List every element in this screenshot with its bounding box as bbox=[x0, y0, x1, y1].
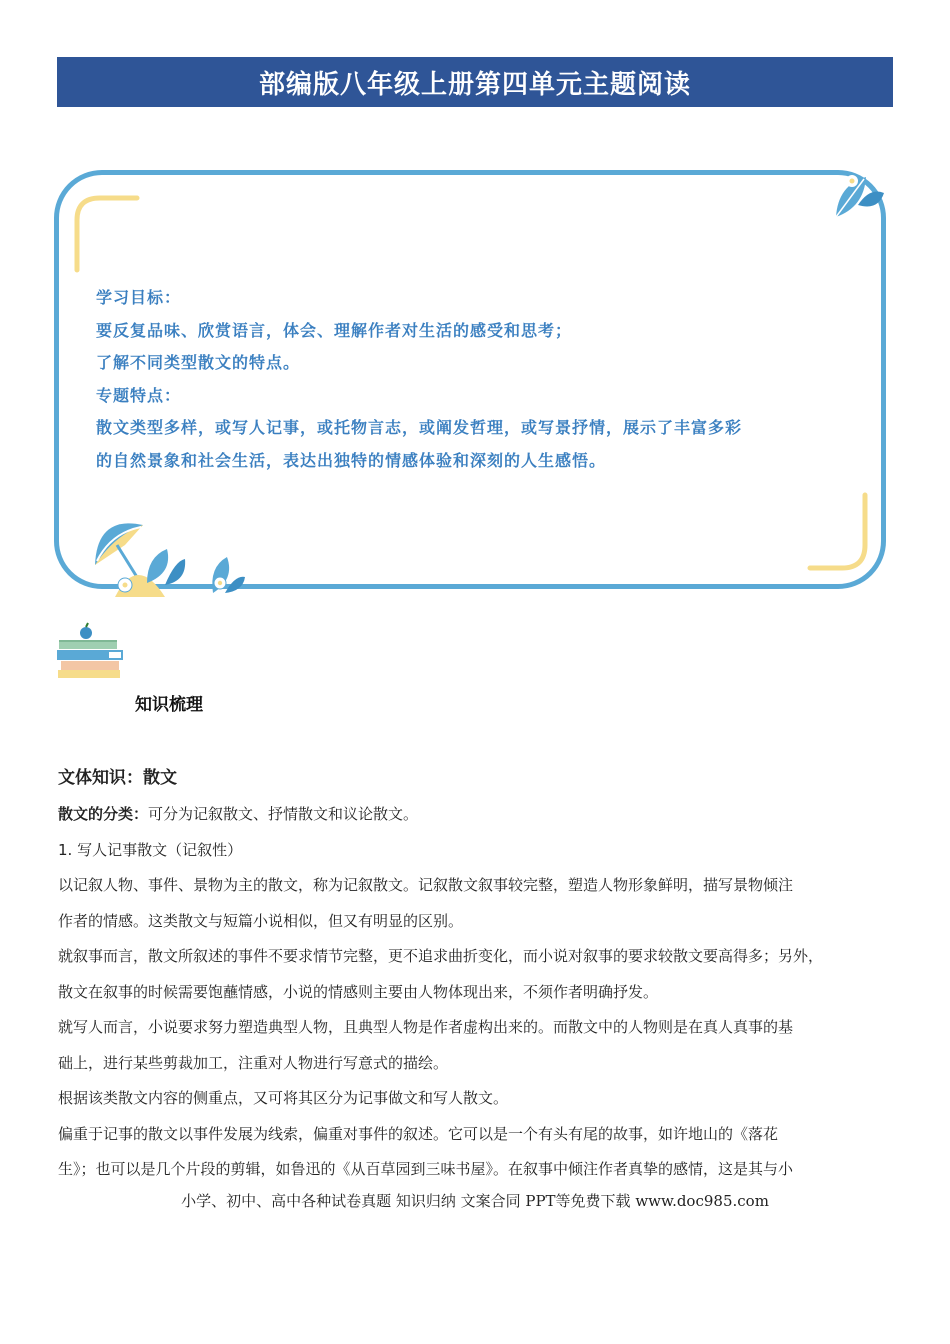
books-apple-icon bbox=[55, 622, 127, 680]
goal-line: 要反复品味、欣赏语言，体会、理解作者对生活的感受和思考； bbox=[96, 320, 573, 340]
objectives-text bbox=[96, 282, 856, 477]
paragraph-line: 础上，进行某些剪裁加工，注重对人物进行写意式的描绘。 bbox=[58, 1053, 449, 1072]
section-heading: 知识梳理 bbox=[135, 695, 203, 715]
paragraph-line: 就写人而言，小说要求努力塑造典型人物，且典型人物是作者虚构出来的。而散文中的人物则是在真人真事的基 bbox=[58, 1018, 794, 1036]
content-body bbox=[58, 765, 903, 1188]
corner-bracket-icon bbox=[805, 490, 875, 575]
page-title: 部编版八年级上册第四单元主题阅读 bbox=[57, 57, 893, 107]
paragraph-line: 偏重于记事的散文以事件发展为线索，偏重对事件的叙述。它可以是一个有头有尾的故事，如许地山的《落花 bbox=[58, 1124, 779, 1143]
feature-line: 的自然景象和社会生活，表达出独特的情感体验和深刻的人生感悟。 bbox=[96, 450, 607, 470]
feature-label: 专题特点： bbox=[96, 385, 182, 405]
leaf-icon bbox=[828, 165, 888, 225]
content-heading: 文体知识：散文 bbox=[58, 768, 177, 788]
paragraph-line: 作者的情感。这类散文与短篇小说相似，但又有明显的区别。 bbox=[58, 911, 464, 930]
umbrella-icon bbox=[85, 505, 250, 600]
classification-label: 散文的分类： bbox=[58, 805, 149, 823]
paragraph-line: 根据该类散文内容的侧重点，又可将其区分为记事做文和写人散文。 bbox=[58, 1089, 509, 1107]
goal-line: 了解不同类型散文的特点。 bbox=[96, 353, 301, 372]
goal-label: 学习目标： bbox=[96, 288, 182, 307]
paragraph-line: 生》；也可以是几个片段的剪辑，如鲁迅的《从百草园到三味书屋》。在叙事中倾注作者真挚的感情，这是其与小 bbox=[58, 1160, 794, 1178]
paragraph-line: 就叙事而言，散文所叙述的事件不要求情节完整，更不追求曲折变化，而小说对叙事的要求较散文要高得多；另外， bbox=[58, 947, 824, 965]
feature-line: 散文类型多样，或写人记事，或托物言志，或阐发哲理，或写景抒情，展示了丰富多彩 bbox=[96, 418, 743, 437]
classification-text: 可分为记叙散文、抒情散文和议论散文。 bbox=[148, 805, 419, 823]
corner-bracket-icon bbox=[72, 190, 142, 275]
footer-note: 小学、初中、高中各种试卷真题 知识归纳 文案合同 PPT等免费下载 www.doc985.com bbox=[181, 1192, 769, 1210]
subheading: 1. 写人记事散文（记叙性） bbox=[58, 840, 243, 859]
paragraph-line: 以记叙人物、事件、景物为主的散文，称为记叙散文。记叙散文叙事较完整，塑造人物形象鲜明，描写景物倾注 bbox=[58, 876, 794, 894]
paragraph-line: 散文在叙事的时候需要饱蘸情感，小说的情感则主要由人物体现出来，不须作者明确抒发。 bbox=[58, 982, 659, 1001]
